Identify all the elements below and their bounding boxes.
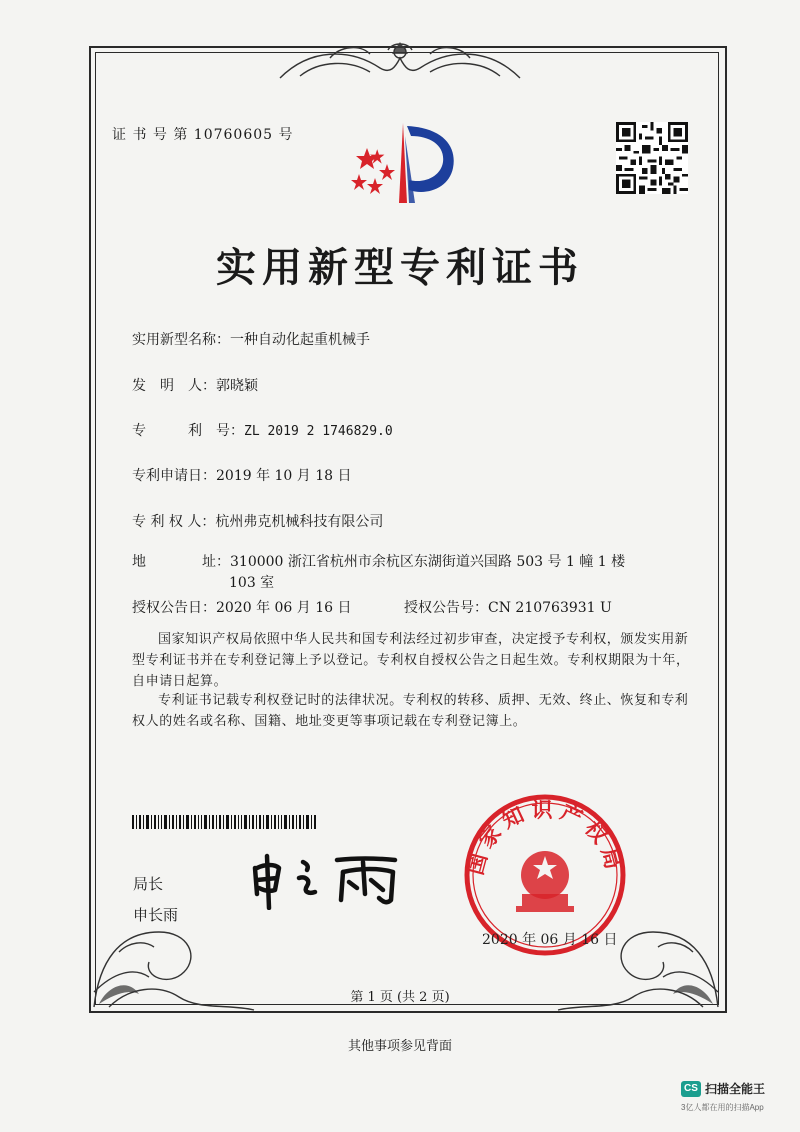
field-label: 发 明 人：	[132, 378, 216, 394]
field-patent-number	[132, 420, 393, 440]
signatory-title: 局长	[133, 875, 164, 893]
field-grant-notice-number	[404, 597, 612, 617]
footer-note: 其他事项参见背面	[347, 1039, 452, 1054]
field-value: 2020 年 06 月 16 日	[216, 600, 352, 616]
field-value: ZL 2019 2 1746829.0	[244, 424, 393, 439]
seal-arc-text: 国家知识产权局	[462, 796, 628, 878]
page-number: 第 1 页 (共 2 页)	[350, 990, 450, 1005]
field-address	[132, 551, 625, 571]
field-value: 2019 年 10 月 18 日	[216, 468, 352, 484]
barcode-icon	[132, 815, 317, 829]
field-inventor	[132, 375, 258, 395]
certificate-number: 证 书 号 第 10760605 号	[112, 127, 294, 143]
legal-status-paragraph: 专利证书记载专利权登记时的法律状况。专利权的转移、质押、无效、终止、恢复和专利权人的姓名或名称、国籍、地址变更等事项记载在专利登记簿上。	[132, 693, 689, 729]
qr-code-icon	[616, 122, 688, 194]
scanner-app-tagline: 3亿人都在用的扫描App	[681, 1103, 764, 1112]
field-label: 专 利 权 人：	[132, 514, 216, 530]
field-patentee	[132, 511, 383, 531]
top-ornament	[270, 38, 530, 88]
signatory-name: 申长雨	[133, 906, 179, 924]
field-label: 实用新型名称：	[132, 332, 230, 348]
field-application-date	[132, 465, 352, 485]
field-value: CN 210763931 U	[488, 600, 612, 616]
field-grant-date	[132, 597, 352, 617]
handwritten-signature	[245, 850, 410, 910]
field-label: 专 利 号：	[132, 423, 244, 439]
field-value: 郭晓颖	[216, 378, 258, 394]
field-label: 地 址：	[132, 554, 230, 570]
field-value: 杭州弗克机械科技有限公司	[215, 514, 384, 530]
field-value: 一种自动化起重机械手	[230, 332, 370, 348]
svg-text:国家知识产权局	[462, 797, 627, 877]
camscanner-logo-icon: CS	[681, 1081, 701, 1097]
field-value: 103 室	[229, 575, 275, 591]
field-address-line2	[229, 572, 274, 592]
field-label: 授权公告号：	[404, 600, 488, 616]
field-utility-model-name	[132, 329, 370, 349]
field-label: 授权公告日：	[132, 600, 216, 616]
scanner-app-name: 扫描全能王	[705, 1082, 766, 1096]
seal-date: 2020 年 06 月 16 日	[482, 932, 618, 948]
certificate-title: 实用新型专利证书	[216, 244, 584, 291]
grant-paragraph: 国家知识产权局依照中华人民共和国专利法经过初步审查，决定授予专利权，颁发实用新型专利证书并在专利登记簿上予以登记。专利权自授权公告之日起生效。专利权期限为十年，自申请日起算。	[132, 632, 690, 689]
field-value: 310000 浙江省杭州市余杭区东湖街道兴国路 503 号 1 幢 1 楼	[230, 554, 626, 570]
field-label: 专利申请日：	[132, 468, 216, 484]
cnipa-logo-icon	[345, 118, 465, 213]
